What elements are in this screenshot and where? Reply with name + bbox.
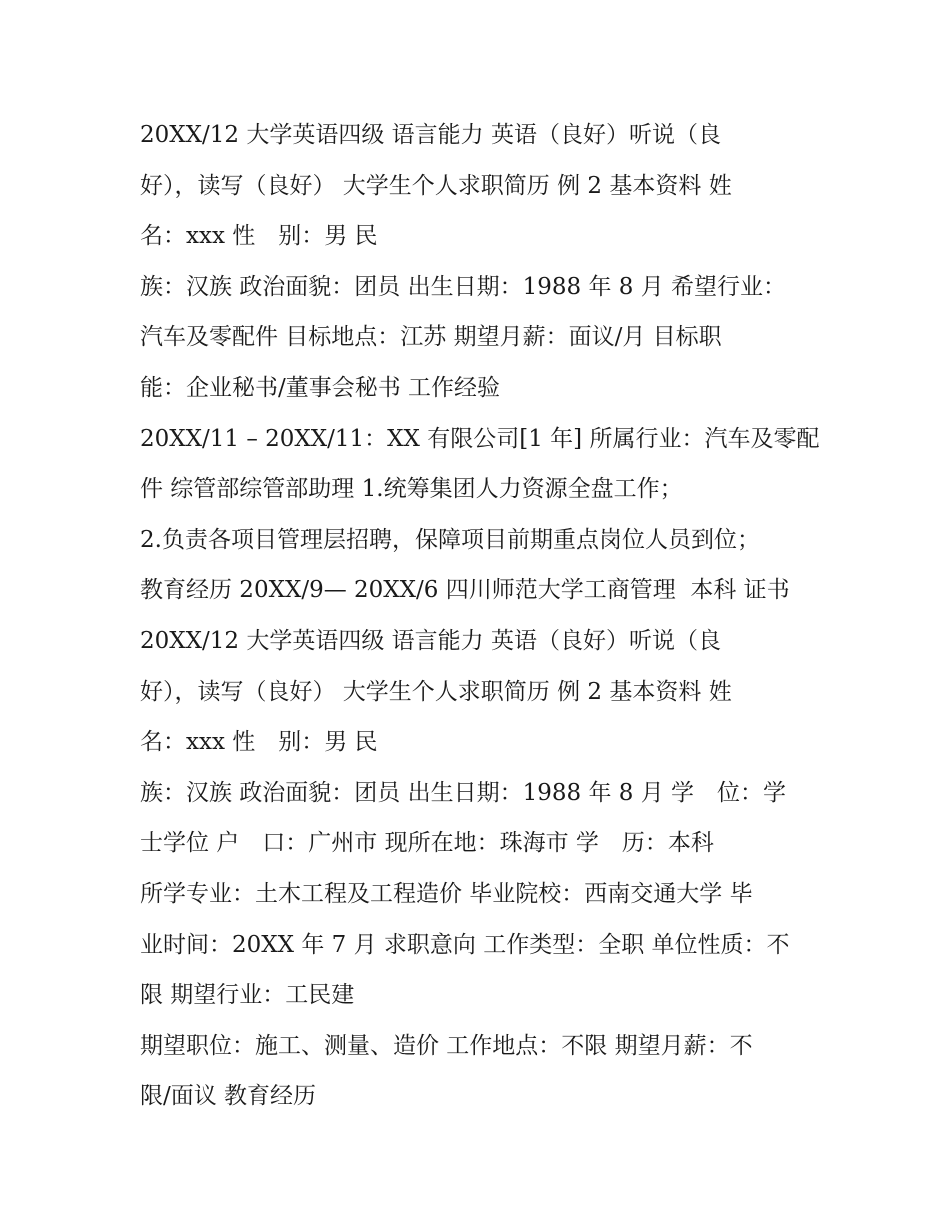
text-line: 族：汉族 政治面貌：团员 出生日期：1988 年 8 月 学 位：学 <box>140 779 787 806</box>
text-line: 20XX/12 大学英语四级 语言能力 英语（良好）听说（良 <box>140 122 721 148</box>
text-line: 业时间：20XX 年 7 月 求职意向 工作类型：全职 单位性质：不 <box>140 931 790 958</box>
text-line: 期望职位：施工、测量、造价 工作地点：不限 期望月薪：不 <box>140 1032 753 1059</box>
text-line: 族：汉族 政治面貌：团员 出生日期：1988 年 8 月 希望行业： <box>140 273 787 300</box>
text-line: 名：xxx 性 别：男 民 <box>140 729 378 756</box>
text-line: 件 综管部综管部助理 1.统筹集团人力资源全盘工作； <box>140 476 683 503</box>
text-line: 能：企业秘书/董事会秘书 工作经验 <box>140 374 501 401</box>
text-line: 20XX/11 – 20XX/11：XX 有限公司[1 年] 所属行业：汽车及零配 <box>140 425 820 452</box>
text-line: 限 期望行业：工民建 <box>140 982 355 1009</box>
text-line: 好），读写（良好） 大学生个人求职简历 例 2 基本资料 姓 <box>140 172 732 199</box>
resume-text-block <box>140 110 840 1122</box>
text-line: 士学位 户 口：广州市 现所在地：珠海市 学 历：本科 <box>140 830 714 857</box>
text-line: 好），读写（良好） 大学生个人求职简历 例 2 基本资料 姓 <box>140 678 732 705</box>
text-line: 所学专业：土木工程及工程造价 毕业院校：西南交通大学 毕 <box>140 880 753 907</box>
text-line: 限/面议 教育经历 <box>140 1083 317 1110</box>
text-line: 名：xxx 性 别：男 民 <box>140 223 378 250</box>
text-line: 汽车及零配件 目标地点：江苏 期望月薪：面议/月 目标职 <box>140 324 722 351</box>
text-line: 2.负责各项目管理层招聘，保障项目前期重点岗位人员到位； <box>140 526 760 553</box>
text-line: 20XX/12 大学英语四级 语言能力 英语（良好）听说（良 <box>140 627 721 654</box>
text-line: 教育经历 20XX/9— 20XX/6 四川师范大学工商管理 本科 证书 <box>140 577 790 604</box>
